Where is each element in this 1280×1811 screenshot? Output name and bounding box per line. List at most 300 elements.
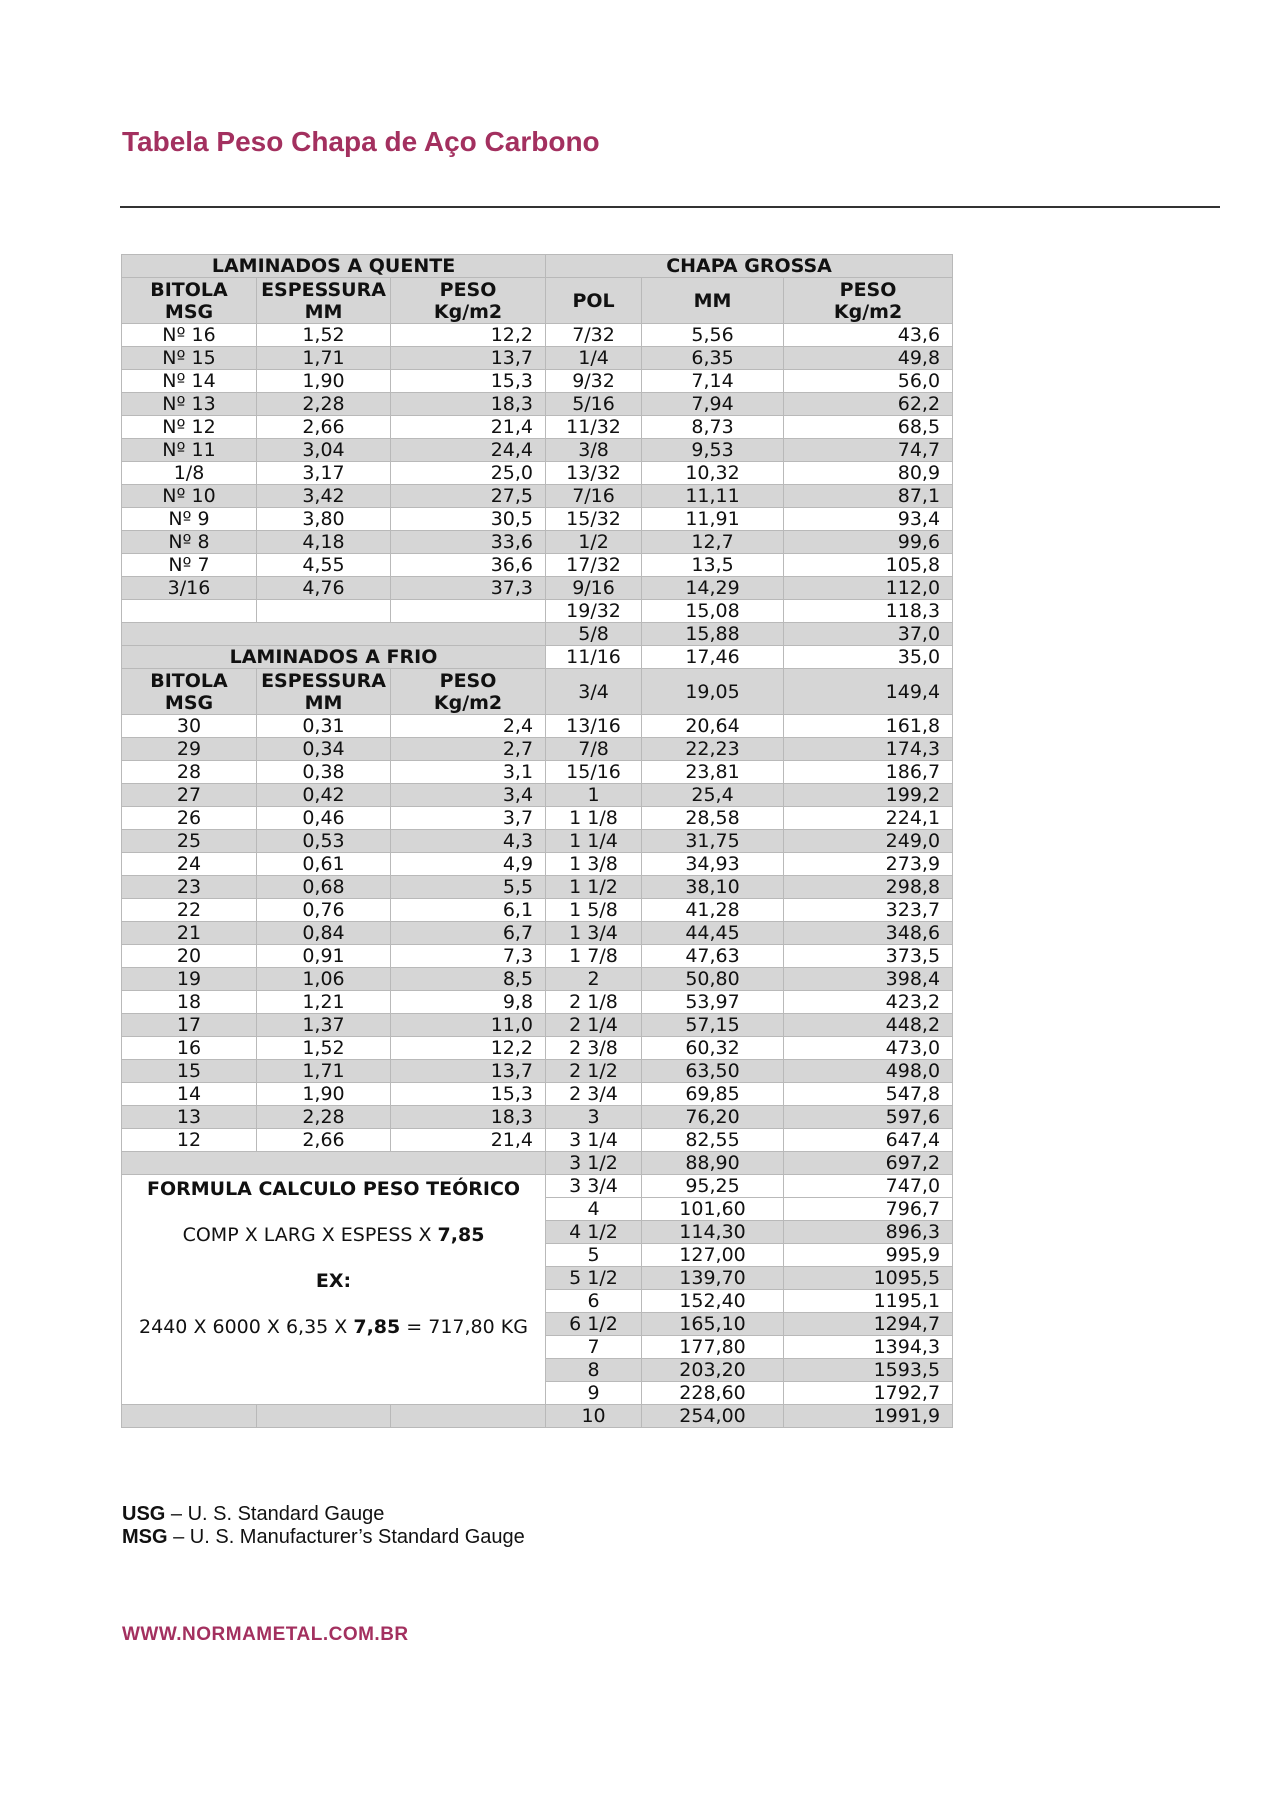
grossa-pol-cell: 1 1/4 bbox=[546, 830, 642, 853]
note-usg: USG – U. S. Standard Gauge bbox=[122, 1503, 385, 1525]
grossa-pol-cell: 1 5/8 bbox=[546, 899, 642, 922]
grossa-peso-cell: 1294,7 bbox=[784, 1313, 953, 1336]
grossa-mm-cell: 25,4 bbox=[642, 784, 784, 807]
grossa-mm-cell: 17,46 bbox=[642, 646, 784, 669]
grossa-peso-cell: 93,4 bbox=[784, 508, 953, 531]
grossa-peso-cell: 348,6 bbox=[784, 922, 953, 945]
cold-bitola-cell: 14 bbox=[122, 1083, 257, 1106]
table-row bbox=[122, 1014, 953, 1037]
cold-bitola-cell: 15 bbox=[122, 1060, 257, 1083]
grossa-pol-cell: 5/16 bbox=[546, 393, 642, 416]
grossa-peso-cell: 74,7 bbox=[784, 439, 953, 462]
cold-rolled-title: LAMINADOS A FRIO bbox=[122, 646, 546, 669]
grossa-peso-cell: 1095,5 bbox=[784, 1267, 953, 1290]
cold-bitola-cell: 25 bbox=[122, 830, 257, 853]
grossa-mm-cell: 101,60 bbox=[642, 1198, 784, 1221]
blank-cell bbox=[391, 1405, 546, 1428]
header-line: ESPESSURA bbox=[261, 278, 386, 301]
grossa-mm-cell: 44,45 bbox=[642, 922, 784, 945]
grossa-pol-cell: 13/32 bbox=[546, 462, 642, 485]
grossa-pol-cell: 2 1/2 bbox=[546, 1060, 642, 1083]
grossa-pol-cell: 7/32 bbox=[546, 324, 642, 347]
grossa-pol-cell: 3 1/4 bbox=[546, 1129, 642, 1152]
grossa-pol-cell: 7/16 bbox=[546, 485, 642, 508]
cold-espessura-header bbox=[257, 669, 391, 715]
table-row bbox=[122, 370, 953, 393]
grossa-pol-cell: 9 bbox=[546, 1382, 642, 1405]
grossa-peso-cell: 249,0 bbox=[784, 830, 953, 853]
hot-bitola-cell: Nº 10 bbox=[122, 485, 257, 508]
cold-espessura-cell: 0,34 bbox=[257, 738, 391, 761]
steel-plate-weight-table bbox=[121, 254, 953, 1428]
table-row bbox=[122, 738, 953, 761]
cold-espessura-cell: 2,66 bbox=[257, 1129, 391, 1152]
grossa-mm-cell: 19,05 bbox=[642, 669, 784, 715]
grossa-pol-cell: 1 3/8 bbox=[546, 853, 642, 876]
hot-peso-cell: 25,0 bbox=[391, 462, 546, 485]
cold-bitola-cell: 26 bbox=[122, 807, 257, 830]
grossa-peso-cell: 149,4 bbox=[784, 669, 953, 715]
blank-cell bbox=[122, 1405, 257, 1428]
grossa-pol-cell: 6 1/2 bbox=[546, 1313, 642, 1336]
grossa-pol-cell: 1/2 bbox=[546, 531, 642, 554]
blank-cell bbox=[257, 1405, 391, 1428]
table-row bbox=[122, 1037, 953, 1060]
cold-peso-cell: 13,7 bbox=[391, 1060, 546, 1083]
grossa-pol-cell: 7 bbox=[546, 1336, 642, 1359]
hot-espessura-cell: 4,76 bbox=[257, 577, 391, 600]
grossa-mm-cell: 254,00 bbox=[642, 1405, 784, 1428]
hot-peso-cell: 30,5 bbox=[391, 508, 546, 531]
grossa-pol-cell: 1 3/4 bbox=[546, 922, 642, 945]
header-line: MM bbox=[304, 691, 343, 714]
hot-bitola-cell: Nº 15 bbox=[122, 347, 257, 370]
table-row bbox=[122, 508, 953, 531]
grossa-pol-cell: 7/8 bbox=[546, 738, 642, 761]
cold-espessura-cell: 0,31 bbox=[257, 715, 391, 738]
grossa-pol-cell: 2 bbox=[546, 968, 642, 991]
grossa-mm-cell: 34,93 bbox=[642, 853, 784, 876]
hot-peso-cell: 13,7 bbox=[391, 347, 546, 370]
cold-espessura-cell: 0,61 bbox=[257, 853, 391, 876]
cold-bitola-header bbox=[122, 669, 257, 715]
grossa-mm-cell: 15,08 bbox=[642, 600, 784, 623]
grossa-pol-cell: 9/16 bbox=[546, 577, 642, 600]
cold-bitola-cell: 19 bbox=[122, 968, 257, 991]
hot-espessura-header bbox=[257, 278, 391, 324]
hot-bitola-cell: Nº 16 bbox=[122, 324, 257, 347]
grossa-pol-cell: 3/4 bbox=[546, 669, 642, 715]
formula-title: FORMULA CALCULO PESO TEÓRICO bbox=[146, 1178, 521, 1200]
grossa-peso-cell: 995,9 bbox=[784, 1244, 953, 1267]
grossa-mm-cell: 9,53 bbox=[642, 439, 784, 462]
hot-espessura-cell: 2,28 bbox=[257, 393, 391, 416]
grossa-mm-cell: 50,80 bbox=[642, 968, 784, 991]
cold-espessura-cell: 1,71 bbox=[257, 1060, 391, 1083]
grossa-peso-cell: 747,0 bbox=[784, 1175, 953, 1198]
table-row bbox=[122, 669, 953, 715]
hot-espessura-cell: 1,71 bbox=[257, 347, 391, 370]
table-row bbox=[122, 830, 953, 853]
header-line: ESPESSURA bbox=[261, 669, 386, 692]
hot-peso-cell: 12,2 bbox=[391, 324, 546, 347]
grossa-mm-cell: 203,20 bbox=[642, 1359, 784, 1382]
grossa-mm-cell: 60,32 bbox=[642, 1037, 784, 1060]
grossa-pol-cell: 3 1/2 bbox=[546, 1152, 642, 1175]
formula-expression: COMP X LARG X ESPESS X 7,85 bbox=[182, 1224, 485, 1246]
grossa-peso-cell: 547,8 bbox=[784, 1083, 953, 1106]
cold-bitola-cell: 16 bbox=[122, 1037, 257, 1060]
formula-block bbox=[122, 1175, 546, 1405]
grossa-pol-header: POL bbox=[546, 278, 642, 324]
grossa-peso-header bbox=[784, 278, 953, 324]
hot-bitola-cell: Nº 9 bbox=[122, 508, 257, 531]
grossa-peso-cell: 56,0 bbox=[784, 370, 953, 393]
header-line: BITOLA bbox=[150, 669, 228, 692]
table-row bbox=[122, 968, 953, 991]
hot-bitola-cell: Nº 11 bbox=[122, 439, 257, 462]
cold-espessura-cell: 0,42 bbox=[257, 784, 391, 807]
grossa-mm-cell: 38,10 bbox=[642, 876, 784, 899]
grossa-peso-cell: 1195,1 bbox=[784, 1290, 953, 1313]
table-row bbox=[122, 485, 953, 508]
table-row bbox=[122, 393, 953, 416]
grossa-peso-cell: 1792,7 bbox=[784, 1382, 953, 1405]
grossa-pol-cell: 11/16 bbox=[546, 646, 642, 669]
grossa-peso-cell: 118,3 bbox=[784, 600, 953, 623]
hot-peso-cell: 24,4 bbox=[391, 439, 546, 462]
cold-peso-cell: 5,5 bbox=[391, 876, 546, 899]
table-row bbox=[122, 1083, 953, 1106]
table-row bbox=[122, 853, 953, 876]
grossa-mm-cell: 165,10 bbox=[642, 1313, 784, 1336]
table-row bbox=[122, 531, 953, 554]
grossa-peso-cell: 199,2 bbox=[784, 784, 953, 807]
hot-espessura-cell: 1,90 bbox=[257, 370, 391, 393]
hot-peso-cell: 36,6 bbox=[391, 554, 546, 577]
table-row bbox=[122, 416, 953, 439]
grossa-mm-cell: 23,81 bbox=[642, 761, 784, 784]
hot-espessura-cell: 1,52 bbox=[257, 324, 391, 347]
table-row bbox=[122, 439, 953, 462]
hot-bitola-cell: Nº 14 bbox=[122, 370, 257, 393]
grossa-mm-cell: 57,15 bbox=[642, 1014, 784, 1037]
grossa-peso-cell: 43,6 bbox=[784, 324, 953, 347]
grossa-peso-cell: 473,0 bbox=[784, 1037, 953, 1060]
table-row bbox=[122, 623, 953, 646]
grossa-mm-cell: 82,55 bbox=[642, 1129, 784, 1152]
cold-bitola-cell: 30 bbox=[122, 715, 257, 738]
grossa-mm-cell: 14,29 bbox=[642, 577, 784, 600]
grossa-pol-cell: 6 bbox=[546, 1290, 642, 1313]
cold-peso-cell: 4,9 bbox=[391, 853, 546, 876]
cold-espessura-cell: 0,53 bbox=[257, 830, 391, 853]
grossa-mm-cell: 11,91 bbox=[642, 508, 784, 531]
table-row bbox=[122, 577, 953, 600]
hot-bitola-cell: Nº 13 bbox=[122, 393, 257, 416]
grossa-mm-cell: 12,7 bbox=[642, 531, 784, 554]
cold-peso-header bbox=[391, 669, 546, 715]
header-line: MSG bbox=[164, 691, 214, 714]
grossa-mm-cell: 7,94 bbox=[642, 393, 784, 416]
blank-cell bbox=[122, 623, 546, 646]
table-row bbox=[122, 945, 953, 968]
table-row bbox=[122, 646, 953, 669]
grossa-peso-cell: 647,4 bbox=[784, 1129, 953, 1152]
table-row bbox=[122, 1060, 953, 1083]
title-divider bbox=[120, 206, 1220, 208]
table-row bbox=[122, 1152, 953, 1175]
header-line: PESO bbox=[439, 278, 497, 301]
table-row bbox=[122, 1405, 953, 1428]
grossa-peso-cell: 99,6 bbox=[784, 531, 953, 554]
grossa-mm-cell: 41,28 bbox=[642, 899, 784, 922]
cold-peso-cell: 6,7 bbox=[391, 922, 546, 945]
gauge-notes bbox=[122, 1503, 525, 1549]
grossa-peso-cell: 298,8 bbox=[784, 876, 953, 899]
hot-rolled-title: LAMINADOS A QUENTE bbox=[122, 255, 546, 278]
cold-espessura-cell: 0,68 bbox=[257, 876, 391, 899]
table-row bbox=[122, 807, 953, 830]
grossa-peso-cell: 224,1 bbox=[784, 807, 953, 830]
grossa-peso-cell: 87,1 bbox=[784, 485, 953, 508]
grossa-pol-cell: 5 bbox=[546, 1244, 642, 1267]
grossa-mm-header: MM bbox=[642, 278, 784, 324]
table-row bbox=[122, 991, 953, 1014]
note-msg: MSG – U. S. Manufacturer’s Standard Gauge bbox=[122, 1526, 525, 1548]
table-row bbox=[122, 761, 953, 784]
grossa-peso-cell: 373,5 bbox=[784, 945, 953, 968]
cold-espessura-cell: 1,90 bbox=[257, 1083, 391, 1106]
hot-peso-cell: 21,4 bbox=[391, 416, 546, 439]
grossa-pol-cell: 3 3/4 bbox=[546, 1175, 642, 1198]
cold-peso-cell: 6,1 bbox=[391, 899, 546, 922]
table-row bbox=[122, 715, 953, 738]
grossa-mm-cell: 20,64 bbox=[642, 715, 784, 738]
grossa-mm-cell: 6,35 bbox=[642, 347, 784, 370]
grossa-peso-cell: 1593,5 bbox=[784, 1359, 953, 1382]
grossa-mm-cell: 28,58 bbox=[642, 807, 784, 830]
grossa-peso-cell: 796,7 bbox=[784, 1198, 953, 1221]
cold-bitola-cell: 12 bbox=[122, 1129, 257, 1152]
cold-bitola-cell: 17 bbox=[122, 1014, 257, 1037]
cold-bitola-cell: 20 bbox=[122, 945, 257, 968]
blank-cell bbox=[391, 600, 546, 623]
header-line: Kg/m2 bbox=[833, 300, 903, 323]
grossa-peso-cell: 174,3 bbox=[784, 738, 953, 761]
grossa-pol-cell: 1 1/2 bbox=[546, 876, 642, 899]
grossa-pol-cell: 1 bbox=[546, 784, 642, 807]
grossa-mm-cell: 53,97 bbox=[642, 991, 784, 1014]
grossa-mm-cell: 8,73 bbox=[642, 416, 784, 439]
cold-bitola-cell: 13 bbox=[122, 1106, 257, 1129]
cold-espessura-cell: 0,46 bbox=[257, 807, 391, 830]
cold-peso-cell: 21,4 bbox=[391, 1129, 546, 1152]
grossa-mm-cell: 152,40 bbox=[642, 1290, 784, 1313]
cold-espessura-cell: 0,38 bbox=[257, 761, 391, 784]
grossa-peso-cell: 597,6 bbox=[784, 1106, 953, 1129]
grossa-peso-cell: 498,0 bbox=[784, 1060, 953, 1083]
grossa-pol-cell: 4 bbox=[546, 1198, 642, 1221]
grossa-peso-cell: 68,5 bbox=[784, 416, 953, 439]
grossa-mm-cell: 76,20 bbox=[642, 1106, 784, 1129]
table-row bbox=[122, 1129, 953, 1152]
table-row bbox=[122, 255, 953, 278]
grossa-peso-cell: 112,0 bbox=[784, 577, 953, 600]
table-row bbox=[122, 600, 953, 623]
grossa-pol-cell: 2 3/4 bbox=[546, 1083, 642, 1106]
grossa-mm-cell: 95,25 bbox=[642, 1175, 784, 1198]
cold-peso-cell: 18,3 bbox=[391, 1106, 546, 1129]
grossa-peso-cell: 273,9 bbox=[784, 853, 953, 876]
grossa-peso-cell: 161,8 bbox=[784, 715, 953, 738]
grossa-pol-cell: 15/16 bbox=[546, 761, 642, 784]
grossa-pol-cell: 5 1/2 bbox=[546, 1267, 642, 1290]
cold-bitola-cell: 27 bbox=[122, 784, 257, 807]
blank-cell bbox=[122, 600, 257, 623]
hot-peso-cell: 18,3 bbox=[391, 393, 546, 416]
cold-peso-cell: 11,0 bbox=[391, 1014, 546, 1037]
grossa-peso-cell: 35,0 bbox=[784, 646, 953, 669]
table-row bbox=[122, 324, 953, 347]
cold-peso-cell: 4,3 bbox=[391, 830, 546, 853]
cold-espessura-cell: 2,28 bbox=[257, 1106, 391, 1129]
hot-peso-cell: 37,3 bbox=[391, 577, 546, 600]
hot-bitola-cell: 3/16 bbox=[122, 577, 257, 600]
grossa-peso-cell: 697,2 bbox=[784, 1152, 953, 1175]
grossa-pol-cell: 19/32 bbox=[546, 600, 642, 623]
website-link[interactable]: WWW.NORMAMETAL.COM.BR bbox=[122, 1624, 409, 1645]
hot-bitola-cell: Nº 12 bbox=[122, 416, 257, 439]
blank-cell bbox=[257, 600, 391, 623]
hot-peso-cell: 15,3 bbox=[391, 370, 546, 393]
grossa-mm-cell: 10,32 bbox=[642, 462, 784, 485]
grossa-peso-cell: 186,7 bbox=[784, 761, 953, 784]
header-line: PESO bbox=[439, 669, 497, 692]
grossa-pol-cell: 2 1/8 bbox=[546, 991, 642, 1014]
grossa-mm-cell: 47,63 bbox=[642, 945, 784, 968]
cold-bitola-cell: 23 bbox=[122, 876, 257, 899]
grossa-peso-cell: 37,0 bbox=[784, 623, 953, 646]
grossa-peso-cell: 105,8 bbox=[784, 554, 953, 577]
grossa-pol-cell: 8 bbox=[546, 1359, 642, 1382]
grossa-peso-cell: 896,3 bbox=[784, 1221, 953, 1244]
hot-bitola-cell: Nº 7 bbox=[122, 554, 257, 577]
grossa-mm-cell: 7,14 bbox=[642, 370, 784, 393]
table-row bbox=[122, 347, 953, 370]
grossa-mm-cell: 63,50 bbox=[642, 1060, 784, 1083]
cold-espessura-cell: 1,37 bbox=[257, 1014, 391, 1037]
cold-espessura-cell: 0,91 bbox=[257, 945, 391, 968]
grossa-mm-cell: 5,56 bbox=[642, 324, 784, 347]
grossa-peso-cell: 323,7 bbox=[784, 899, 953, 922]
grossa-pol-cell: 9/32 bbox=[546, 370, 642, 393]
hot-peso-cell: 33,6 bbox=[391, 531, 546, 554]
cold-peso-cell: 7,3 bbox=[391, 945, 546, 968]
cold-peso-cell: 2,4 bbox=[391, 715, 546, 738]
grossa-pol-cell: 5/8 bbox=[546, 623, 642, 646]
hot-peso-cell: 27,5 bbox=[391, 485, 546, 508]
cold-bitola-cell: 21 bbox=[122, 922, 257, 945]
hot-espessura-cell: 2,66 bbox=[257, 416, 391, 439]
grossa-pol-cell: 2 3/8 bbox=[546, 1037, 642, 1060]
grossa-mm-cell: 127,00 bbox=[642, 1244, 784, 1267]
formula-example-label: EX: bbox=[315, 1270, 352, 1292]
grossa-pol-cell: 2 1/4 bbox=[546, 1014, 642, 1037]
formula-example: 2440 X 6000 X 6,35 X 7,85 = 717,80 KG bbox=[139, 1316, 528, 1338]
grossa-peso-cell: 398,4 bbox=[784, 968, 953, 991]
grossa-mm-cell: 11,11 bbox=[642, 485, 784, 508]
header-line: Kg/m2 bbox=[433, 300, 503, 323]
grossa-title: CHAPA GROSSA bbox=[546, 255, 953, 278]
header-line: PESO bbox=[839, 278, 897, 301]
grossa-mm-cell: 177,80 bbox=[642, 1336, 784, 1359]
hot-bitola-cell: 1/8 bbox=[122, 462, 257, 485]
hot-espessura-cell: 3,42 bbox=[257, 485, 391, 508]
hot-espessura-cell: 3,04 bbox=[257, 439, 391, 462]
grossa-pol-cell: 1 1/8 bbox=[546, 807, 642, 830]
grossa-peso-cell: 423,2 bbox=[784, 991, 953, 1014]
header-line: MSG bbox=[164, 300, 214, 323]
grossa-mm-cell: 88,90 bbox=[642, 1152, 784, 1175]
table-row bbox=[122, 278, 953, 324]
cold-peso-cell: 15,3 bbox=[391, 1083, 546, 1106]
header-line: BITOLA bbox=[150, 278, 228, 301]
cold-peso-cell: 9,8 bbox=[391, 991, 546, 1014]
cold-peso-cell: 3,7 bbox=[391, 807, 546, 830]
hot-espessura-cell: 4,55 bbox=[257, 554, 391, 577]
grossa-pol-cell: 3 bbox=[546, 1106, 642, 1129]
hot-bitola-header bbox=[122, 278, 257, 324]
grossa-pol-cell: 15/32 bbox=[546, 508, 642, 531]
grossa-mm-cell: 139,70 bbox=[642, 1267, 784, 1290]
cold-espessura-cell: 1,52 bbox=[257, 1037, 391, 1060]
grossa-pol-cell: 17/32 bbox=[546, 554, 642, 577]
grossa-pol-cell: 11/32 bbox=[546, 416, 642, 439]
cold-espessura-cell: 1,06 bbox=[257, 968, 391, 991]
cold-peso-cell: 2,7 bbox=[391, 738, 546, 761]
table-row bbox=[122, 1175, 953, 1198]
cold-peso-cell: 12,2 bbox=[391, 1037, 546, 1060]
cold-peso-cell: 3,4 bbox=[391, 784, 546, 807]
cold-bitola-cell: 24 bbox=[122, 853, 257, 876]
page-title: Tabela Peso Chapa de Aço Carbono bbox=[122, 126, 600, 157]
grossa-pol-cell: 10 bbox=[546, 1405, 642, 1428]
cold-espessura-cell: 0,84 bbox=[257, 922, 391, 945]
grossa-mm-cell: 31,75 bbox=[642, 830, 784, 853]
grossa-mm-cell: 15,88 bbox=[642, 623, 784, 646]
grossa-mm-cell: 13,5 bbox=[642, 554, 784, 577]
grossa-mm-cell: 22,23 bbox=[642, 738, 784, 761]
blank-cell bbox=[122, 1152, 546, 1175]
grossa-peso-cell: 448,2 bbox=[784, 1014, 953, 1037]
cold-peso-cell: 8,5 bbox=[391, 968, 546, 991]
hot-espessura-cell: 3,17 bbox=[257, 462, 391, 485]
grossa-pol-cell: 3/8 bbox=[546, 439, 642, 462]
grossa-peso-cell: 1991,9 bbox=[784, 1405, 953, 1428]
cold-espessura-cell: 0,76 bbox=[257, 899, 391, 922]
hot-bitola-cell: Nº 8 bbox=[122, 531, 257, 554]
grossa-mm-cell: 228,60 bbox=[642, 1382, 784, 1405]
grossa-pol-cell: 1/4 bbox=[546, 347, 642, 370]
grossa-pol-cell: 13/16 bbox=[546, 715, 642, 738]
cold-bitola-cell: 18 bbox=[122, 991, 257, 1014]
grossa-pol-cell: 1 7/8 bbox=[546, 945, 642, 968]
table-row bbox=[122, 876, 953, 899]
grossa-peso-cell: 49,8 bbox=[784, 347, 953, 370]
header-line: Kg/m2 bbox=[433, 691, 503, 714]
cold-bitola-cell: 28 bbox=[122, 761, 257, 784]
